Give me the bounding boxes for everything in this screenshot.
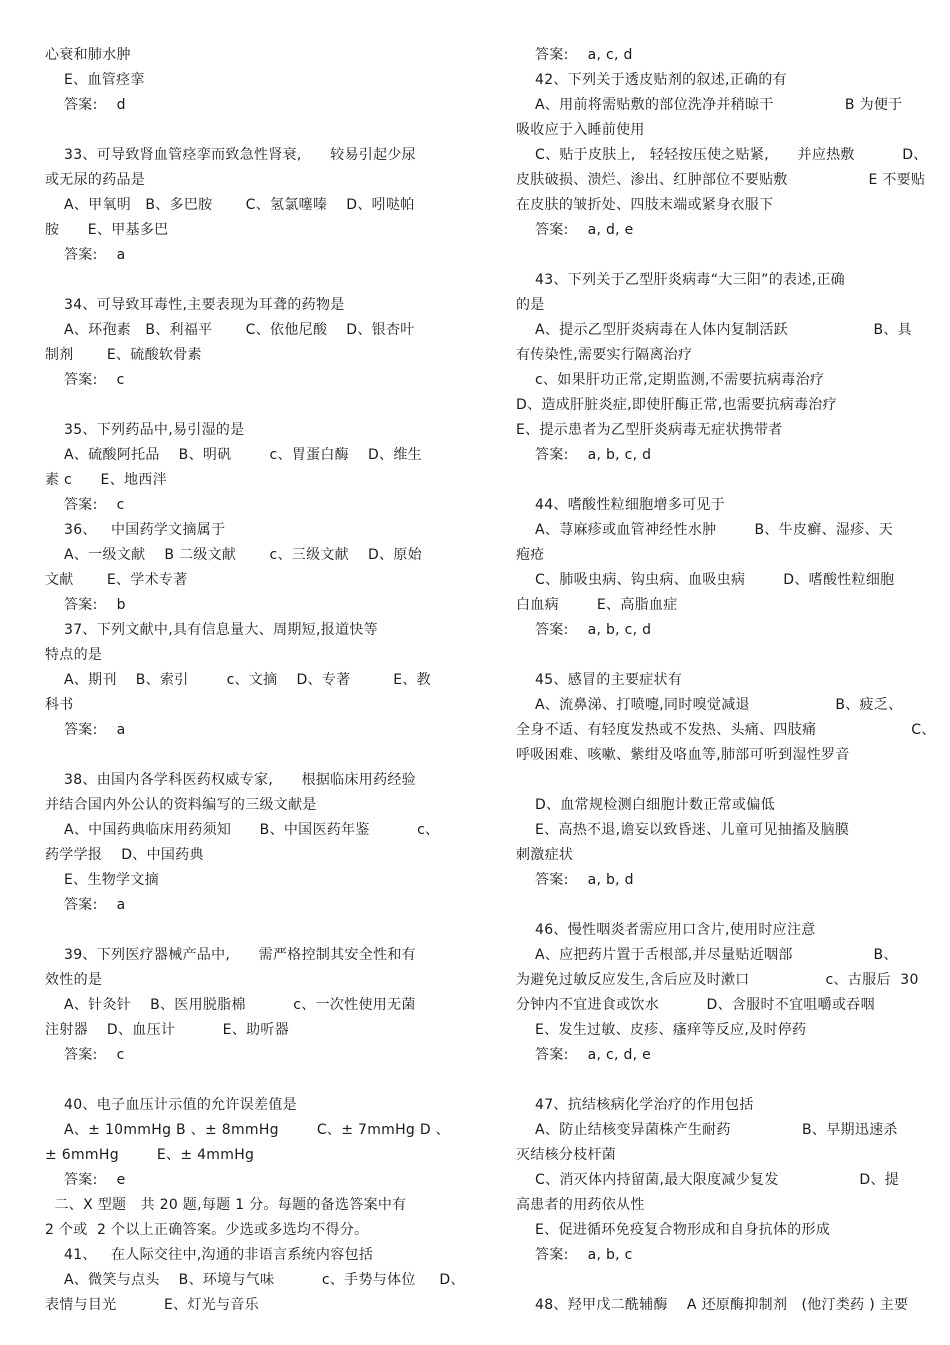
text-line: 制剂 E、硫酸软骨素	[45, 347, 202, 363]
text-line: 灭结核分枝杆菌	[516, 1147, 617, 1163]
text-line: A、环孢素 B、利福平 C、依他尼酸 D、银杏叶	[45, 322, 415, 338]
text-line: 36、 中国药学文摘属于	[45, 522, 226, 538]
text-line: 答案: a	[45, 897, 126, 913]
text-line: A、中国药典临床用药须知 B、中国医药年鉴 c、	[45, 822, 440, 838]
text-line: A、甲氧明 B、多巴胺 C、氢氯噻嗪 D、吲哒帕	[45, 197, 415, 213]
text-line: E、血管痉挛	[45, 72, 145, 88]
text-line: 39、下列医疗器械产品中, 需严格控制其安全性和有	[45, 947, 416, 963]
text-line: 48、羟甲戊二酰辅酶 A 还原酶抑制剂 (他汀类药 ) 主要	[516, 1297, 909, 1313]
text-line: E、生物学文摘	[45, 872, 159, 888]
text-line: 答案: a, b, c, d	[516, 447, 652, 463]
text-line: 在皮肤的皱折处、四肢末端或紧身衣服下	[516, 197, 774, 213]
text-line: 38、由国内各学科医药权威专家, 根据临床用药经验	[45, 772, 416, 788]
text-line: A、微笑与点头 B、环境与气味 c、手势与体位 D、	[45, 1272, 465, 1288]
text-line: 呼吸困难、咳嗽、紫绀及咯血等,肺部可听到湿性罗音	[516, 747, 850, 763]
text-line: D、造成肝脏炎症,即使肝酶正常,也需要抗病毒治疗	[516, 397, 837, 413]
text-line: 答案: a	[45, 247, 126, 263]
text-line: A、± 10mmHg B 、± 8mmHg C、± 7mmHg D 、	[45, 1122, 450, 1138]
text-line: 答案: c	[45, 1047, 125, 1063]
text-line: 答案: a, b, c	[516, 1247, 633, 1263]
text-line: 答案: a, d, e	[516, 222, 634, 238]
text-line: E、促进循环免疫复合物形成和自身抗体的形成	[516, 1222, 831, 1238]
text-line: 43、下列关于乙型肝炎病毒“大三阳”的表述,正确	[516, 272, 845, 288]
text-line: 答案: c	[45, 372, 125, 388]
text-line: 42、下列关于透皮贴剂的叙述,正确的有	[516, 72, 787, 88]
text-line: 答案: a, b, c, d	[516, 622, 652, 638]
text-line: E、高热不退,谵妄以致昏迷、儿童可见抽搐及脑膜	[516, 822, 850, 838]
text-line: 胺 E、甲基多巴	[45, 222, 169, 238]
text-line: A、针灸针 B、医用脱脂棉 c、一次性使用无菌	[45, 997, 416, 1013]
text-line: A、流鼻涕、打喷嚏,同时嗅觉减退 B、疲乏、	[516, 697, 903, 713]
text-line: 文献 E、学术专著	[45, 572, 188, 588]
text-line: C、肺吸虫病、钩虫病、血吸虫病 D、嗜酸性粒细胞	[516, 572, 895, 588]
text-line: A、硫酸阿托品 B、明矾 c、胃蛋白酶 D、维生	[45, 447, 422, 463]
text-line: C、消灭体内持留菌,最大限度减少复发 D、提	[516, 1172, 900, 1188]
text-line: A、防止结核变异菌株产生耐药 B、早期迅速杀	[516, 1122, 898, 1138]
text-line: 或无尿的药品是	[45, 172, 146, 188]
text-line: 吸收应于入睡前使用	[516, 122, 645, 138]
text-line: A、应把药片置于舌根部,并尽量贴近咽部 B、	[516, 947, 898, 963]
text-line: 白血病 E、高脂血症	[516, 597, 678, 613]
left-column	[45, 0, 465, 1345]
text-line: 34、可导致耳毒性,主要表现为耳聋的药物是	[45, 297, 345, 313]
text-line: 心衰和肺水肿	[45, 47, 131, 63]
right-column	[516, 0, 936, 1345]
text-line: 二、X 型题 共 20 题,每题 1 分。每题的备选答案中有	[45, 1197, 407, 1213]
text-line: 疱疮	[516, 547, 545, 563]
text-line: 科书	[45, 697, 74, 713]
text-line: 答案: c	[45, 497, 125, 513]
text-line: 答案: a, b, d	[516, 872, 634, 888]
text-line: 33、可导致肾血管痉挛而致急性肾衰, 较易引起少尿	[45, 147, 416, 163]
text-line: ± 6mmHg E、± 4mmHg	[45, 1147, 255, 1163]
text-line: 答案: b	[45, 597, 126, 613]
text-line: E、发生过敏、皮疹、瘙痒等反应,及时停药	[516, 1022, 807, 1038]
text-line: 46、慢性咽炎者需应用口含片,使用时应注意	[516, 922, 816, 938]
text-line: 答案: a, c, d	[516, 47, 633, 63]
text-line: 刺激症状	[516, 847, 574, 863]
text-line: 2 个或 2 个以上正确答案。少选或多选均不得分。	[45, 1222, 369, 1238]
text-line: 特点的是	[45, 647, 103, 663]
text-line: A、用前将需贴敷的部位洗净并稍晾干 B 为便于	[516, 97, 903, 113]
text-line: E、提示患者为乙型肝炎病毒无症状携带者	[516, 422, 783, 438]
text-line: 37、下列文献中,具有信息量大、周期短,报道快等	[45, 622, 378, 638]
text-line: 答案: a	[45, 722, 126, 738]
text-line: 为避免过敏反应发生,含后应及时漱口 c、古服后 30	[516, 972, 919, 988]
text-line: 40、电子血压计示值的允许误差值是	[45, 1097, 297, 1113]
text-line: 素 c E、地西泮	[45, 472, 167, 488]
text-line: 药学学报 D、中国药典	[45, 847, 204, 863]
text-line: A、一级文献 B 二级文献 c、三级文献 D、原始	[45, 547, 422, 563]
text-line: 有传染性,需要实行隔离治疗	[516, 347, 693, 363]
text-line: 答案: e	[45, 1172, 126, 1188]
text-line: A、提示乙型肝炎病毒在人体内复制活跃 B、具	[516, 322, 912, 338]
text-line: 的是	[516, 297, 545, 313]
text-line: A、荨麻疹或血管神经性水肿 B、牛皮癣、湿疹、天	[516, 522, 894, 538]
text-line: A、期刊 B、索引 c、文摘 D、专著 E、教	[45, 672, 431, 688]
text-line: 47、抗结核病化学治疗的作用包括	[516, 1097, 754, 1113]
text-line: 44、嗜酸性粒细胞增多可见于	[516, 497, 726, 513]
text-line: 全身不适、有轻度发热或不发热、头痛、四肢痛 C、	[516, 722, 936, 738]
text-line: 答案: d	[45, 97, 126, 113]
text-line: 高患者的用药依从性	[516, 1197, 645, 1213]
text-line: 答案: a, c, d, e	[516, 1047, 652, 1063]
text-line: 效性的是	[45, 972, 103, 988]
text-line: 并结合国内外公认的资料编写的三级文献是	[45, 797, 317, 813]
text-line: 分钟内不宜进食或饮水 D、含服时不宜咀嚼或吞咽	[516, 997, 875, 1013]
text-line: C、贴于皮肤上, 轻轻按压使之贴紧, 并应热敷 D、	[516, 147, 928, 163]
text-line: 皮肤破损、溃烂、渗出、红肿部位不要贴敷 E 不要贴	[516, 172, 926, 188]
text-line: 表情与目光 E、灯光与音乐	[45, 1297, 259, 1313]
text-line: c、如果肝功正常,定期监测,不需要抗病毒治疗	[516, 372, 825, 388]
text-line: 45、感冒的主要症状有	[516, 672, 683, 688]
text-line: 35、下列药品中,易引湿的是	[45, 422, 245, 438]
text-line: 注射器 D、血压计 E、助听器	[45, 1022, 290, 1038]
text-line: D、血常规检测白细胞计数正常或偏低	[516, 797, 775, 813]
text-line: 41、 在人际交往中,沟通的非语言系统内容包括	[45, 1247, 374, 1263]
